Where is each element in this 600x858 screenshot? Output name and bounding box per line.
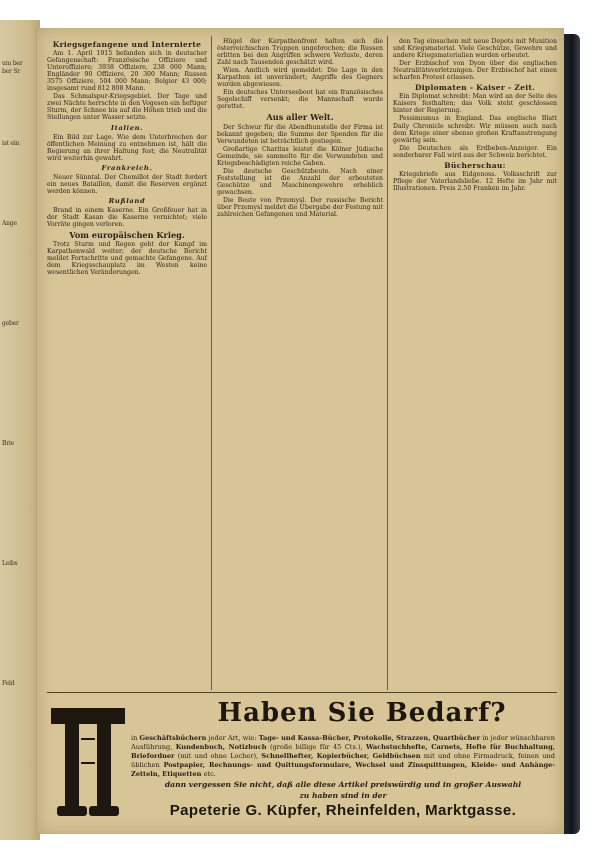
heading-diplomats: Diplomaten - Kaiser - Zeit. [414,83,536,93]
article-text: Hügel der Karpathenfront halten sich die österreichischen Truppen ungebrochen; die Russen erlitten bei den Angriffen schwere Verluste, deren Zahl nach Tausenden geschätzt wird. [217,38,383,67]
article-text: Trotz Sturm und Regen geht der Kampf im Karpathenwald weiter; der deutsche Bericht meldet Fortschritte und gemachte Gefangene. Auf dem Kriegsschauplatz im Westen keine wesentlichen Veränderungen. [47,241,207,277]
stationery-logo-icon [47,702,129,822]
article-text: den Tag einsuchen mit neue Depots mit Munition und Kriegsmaterial. Viele Geschütze, Gewehre und andere Kriegsmaterialien wurden erbeutet. [393,38,557,60]
newspaper-page [36,28,564,834]
heading-france: Frankreich. [101,163,153,172]
left-page-fragment: Feld [2,680,15,687]
ad-text: mit und ohne Firmadruck, feinen und üblichen [131,752,555,769]
column-2 [217,38,383,690]
article-text: Pessimismus in England. Das englische Blatt Daily Chronicle schreibt: Wir müssen auch nach dem Kriege einer ebenso großen Kraftanstrengung gewärtig sein. [393,115,557,144]
book-review-text: Kriegsbriefe aus Eidgenoss. Volksschrift zur Pflege der Vaterlandsliebe. 12 Hefte im Jahr mit Illustrationen. Preis 2.50 Franken im Jahr. [393,170,557,192]
ad-shop-name: Papeterie G. Küpfer, Rheinfelden, Marktgasse. [169,802,517,819]
left-page-fragment: ber Sr [2,68,20,75]
left-page-fragment: Leibs [2,560,18,567]
left-page-fragment: Ange [2,220,17,227]
ad-closing [131,779,555,801]
heading-european-war: Vom europäischen Krieg. [69,230,185,241]
ad-text: in [131,734,138,742]
article-text: Das Schmalspur-Kriegsgebiet. Der Tage und zwei Nächte herrschte in den Vogesen ein heftiger Sturm, der Schnee bis auf die Höhen trieb und die Stellungen unter Wasser setzte. [47,93,207,122]
advertisement [47,698,557,828]
article-text: Brand in einem Kaserne. Ein Großfeuer hat in der Stadt Kasan die Kaserne vernichtet; viele Vorräte gingen verloren. [47,206,207,229]
ad-text: jeder Art, wie: [208,734,257,742]
article-text: Großartige Charitas leistet die Kölner Jüdische Gemeinde, sie sammelte für die Verwundeten und Kriegsbeschädigten reiche Gaben. [217,145,383,167]
left-page-fragment: ist ein [2,140,20,147]
ad-closing-line: dann vergessen Sie nicht, daß alle diese Artikel preiswürdig und in großer Auswahl [164,780,522,789]
ad-highlight: Kundenbuch, Notizbuch [175,743,267,751]
ad-text: etc. [203,770,216,778]
ad-highlight: Kleide- und Anhänge-Zetteln, Etiquetten [131,761,555,778]
ad-text: in jeder wünschbaren Ausführung, [131,734,555,751]
column-rule [211,36,212,690]
ad-highlight: Schnellhefter, Kopierbücher, Geldbüchsen [261,752,421,760]
ad-text: (große billige für 45 Cts.), [269,743,363,751]
article-text: Die Beute von Przemysl. Der russische Bericht über Przemysl meldet die Übergabe der Festung mit zahlreichen Gefangenen und Material. [217,196,383,219]
ad-separator [47,692,557,693]
ad-closing-line: zu haben sind in der [299,791,387,800]
article-text: Der Schwur für die Abendhunstelle der Firma ist bekannt gegeben; die Summe der Spenden für die Verwundeten ist beträchtlich gestiegen. [217,123,383,145]
heading-italy: Italien. [110,123,144,132]
article-text: Der Erzbischof von Dyon über die englischen Neutralitätsverletzungen. Der Erzbischof hat einen scharfen Protest erlassen. [393,60,557,82]
article-text: Am 1. April 1915 befanden sich in deutscher Gefangenschaft: Französische Offiziere und Unteroffiziere; 3938 Offiziere, 238 000 Mann; Engländer 90 Offiziere, 20 300 Mann; Russen 3575 Offiziere, 504 000 Mann; Belgier 43 000; insgesamt rund 812 808 Mann. [47,50,207,93]
heading-world-news: Aus aller Welt. [266,112,334,123]
ad-highlight: Postpapier, Rechnungs- und Quittungsformulare, Wechsel und Zinsquittungen, [163,761,468,769]
article-text: Ein Bild zur Lage. Wie dem Unterbrechen der öffentlichen Meinung zu entnehmen ist, hält die Regierung an ihrer Haltung fest; die Neutralität wird weiterhin gewahrt. [47,133,207,162]
left-page-fragment: um ber [2,60,23,67]
heading-book-review: Bücherschau: [444,160,506,170]
column-3 [393,38,557,690]
article-text: Die Deutschen als Erdbeben-Anzeiger. Ein sonderbarer Fall wird aus der Schweiz berichtet. [393,144,557,159]
left-page-fragment: geber [2,320,19,327]
ad-highlight: Geschäftsbüchern [139,734,207,742]
article-text: Wien. Amtlich wird gemeldet: Die Lage in den Karpathen ist unverändert; Angriffe des Gegners wurden abgewiesen. [217,67,383,89]
ad-text: (mit und ohne Locher), [177,752,259,760]
heading-russia: Rußland [108,196,146,205]
column-rule [387,36,388,690]
ad-highlight: Wachstuchhefte, Carnets, Hefte für Buchhaltung, Briefordner [131,743,555,760]
article-text: Ein deutsches Unterseeboot hat ein französisches Segelschiff versenkt; die Mannschaft wurde gerettet. [217,89,383,111]
column-1 [47,38,207,690]
left-page-edge [0,20,40,840]
heading-prisoners: Kriegsgefangene und Internierte [52,40,202,49]
article-text: Ein Diplomat schreibt: Man wird an der Seite des Kaisers festhalten; das Volk steht geschlossen hinter der Regierung. [393,93,557,115]
ad-highlight: Tage- und Kassa-Bücher, Protokolle, Strazzen, Quartbücher [258,734,481,742]
article-text: Die deutsche Geschützbeute. Nach einer Feststellung ist die Anzahl der erbeuteten Geschütze und Maschinengewehre erheblich gewachsen. [217,167,383,196]
article-text: Neuer Sünntal. Der Chemillot der Stadt fordert ein neues Bataillon, damit die Reserven ergänzt werden können. [47,173,207,195]
left-page-fragment: Brie [2,440,14,447]
ad-body [131,734,555,779]
ad-headline: Haben Sie Bedarf? [217,698,507,728]
